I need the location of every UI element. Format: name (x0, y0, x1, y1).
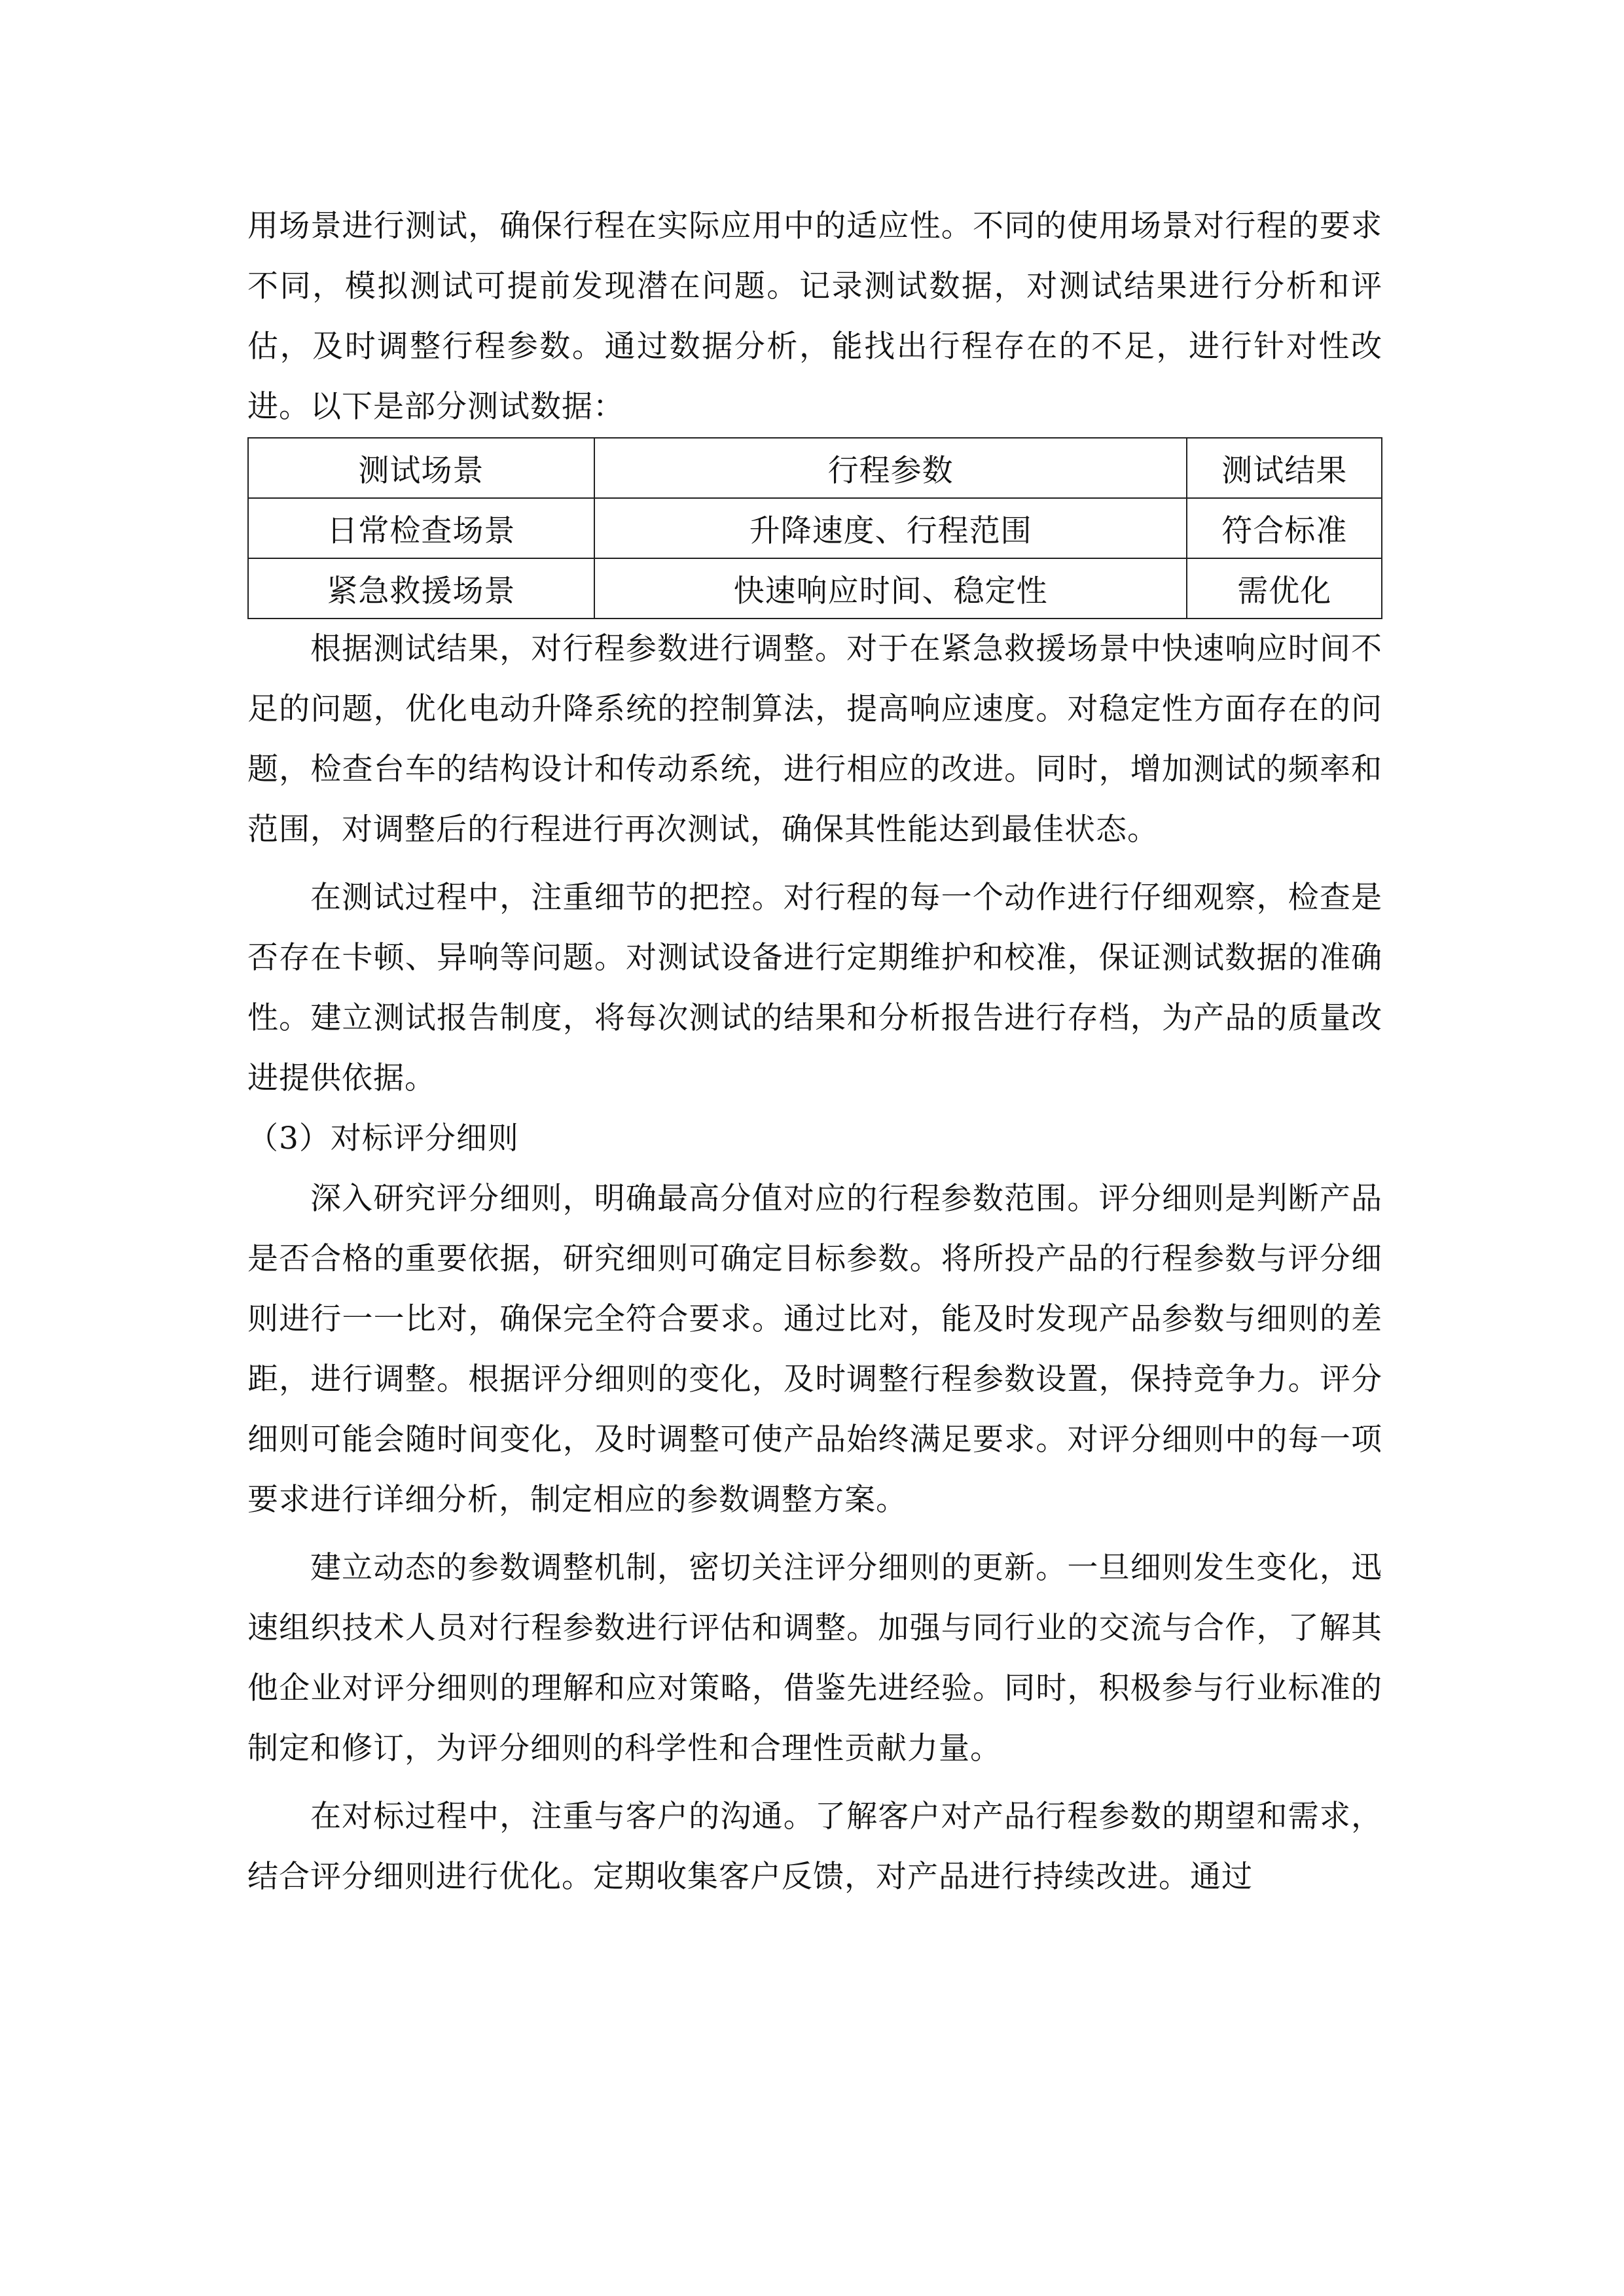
table-cell: 需优化 (1187, 558, 1382, 619)
table-cell: 紧急救援场景 (248, 558, 594, 619)
table-header-cell: 测试结果 (1187, 438, 1382, 498)
table-row (248, 498, 1382, 558)
document-body (247, 196, 1382, 1907)
table-cell: 日常检查场景 (248, 498, 594, 558)
paragraph-test-scenarios: 用场景进行测试，确保行程在实际应用中的适应性。不同的使用场景对行程的要求不同，模拟测试可提前发现潜在问题。记录测试数据，对测试结果进行分析和评估，及时调整行程参数。通过数据分析，能找出行程存在的不足，进行针对性改进。以下是部分测试数据： (247, 208, 1382, 425)
paragraph-scoring-rules: 深入研究评分细则，明确最高分值对应的行程参数范围。评分细则是判断产品是否合格的重要依据，研究细则可确定目标参数。将所投产品的行程参数与评分细则进行一一比对，确保完全符合要求。通过比对，能及时发现产品参数与细则的差距，进行调整。根据评分细则的变化，及时调整行程参数设置，保持竞争力。评分细则可能会随时间变化，及时调整可使产品始终满足要求。对评分细则中的每一项要求进行详细分析，制定相应的参数调整方案。 (247, 1181, 1382, 1518)
test-data-table (247, 437, 1382, 619)
paragraph-dynamic-mechanism: 建立动态的参数调整机制，密切关注评分细则的更新。一旦细则发生变化，迅速组织技术人员对行程参数进行评估和调整。加强与同行业的交流与合作，了解其他企业对评分细则的理解和应对策略，借鉴先进经验。同时，积极参与行业标准的制定和修订，为评分细则的科学性和合理性贡献力量。 (247, 1550, 1382, 1767)
table-header-row (248, 438, 1382, 498)
paragraph-customer-communication: 在对标过程中，注重与客户的沟通。了解客户对产品行程参数的期望和需求，结合评分细则进行优化。定期收集客户反馈，对产品进行持续改进。通过 (247, 1799, 1382, 1895)
table-cell: 升降速度、行程范围 (594, 498, 1187, 558)
table-row (248, 558, 1382, 619)
table-cell: 快速响应时间、稳定性 (594, 558, 1187, 619)
paragraph-detail-control: 在测试过程中，注重细节的把控。对行程的每一个动作进行仔细观察，检查是否存在卡顿、异响等问题。对测试设备进行定期维护和校准，保证测试数据的准确性。建立测试报告制度，将每次测试的结果和分析报告进行存档，为产品的质量改进提供依据。 (247, 880, 1382, 1096)
paragraph-adjustment: 根据测试结果，对行程参数进行调整。对于在紧急救援场景中快速响应时间不足的问题，优化电动升降系统的控制算法，提高响应速度。对稳定性方面存在的问题，检查台车的结构设计和传动系统，进行相应的改进。同时，增加测试的频率和范围，对调整后的行程进行再次测试，确保其性能达到最佳状态。 (247, 631, 1382, 848)
table-header-cell: 行程参数 (594, 438, 1187, 498)
table-header-cell: 测试场景 (248, 438, 594, 498)
table-cell: 符合标准 (1187, 498, 1382, 558)
section-heading: （3）对标评分细则 (247, 1121, 519, 1157)
